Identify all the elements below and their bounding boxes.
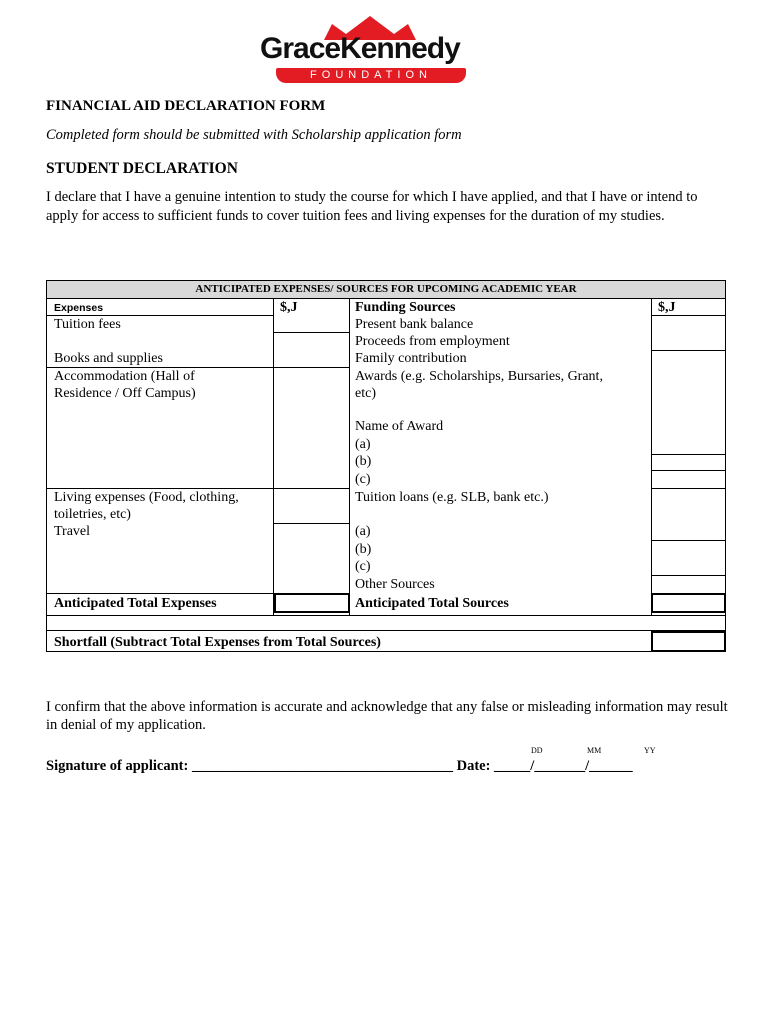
expense-living: Living expenses (Food, clothing, [54, 490, 239, 505]
date-label: Date: [456, 758, 491, 774]
signature-line[interactable]: ____________________________________ [191, 758, 453, 774]
date-yy-label: YY [644, 746, 656, 755]
total-sources-field[interactable] [651, 593, 726, 613]
expenses-header: Expenses [54, 302, 104, 314]
expense-books-supplies: Books and supplies [54, 351, 163, 366]
total-expenses-field[interactable] [274, 593, 350, 613]
shortfall-field[interactable] [651, 631, 726, 652]
source-loan-c: (c) [355, 559, 371, 574]
date-mm-label: MM [587, 746, 602, 755]
section-heading: STUDENT DECLARATION [46, 160, 238, 177]
total-sources-label: Anticipated Total Sources [355, 596, 509, 611]
date-dd-label: DD [531, 746, 543, 755]
source-loan-a: (a) [355, 524, 371, 539]
expenses-currency-header: $,J [280, 300, 298, 315]
source-award-c: (c) [355, 472, 371, 487]
signature-label: Signature of applicant: [46, 758, 189, 774]
instruction-text: Completed form should be submitted with Scholarship application form [46, 127, 462, 143]
source-bank-balance: Present bank balance [355, 317, 474, 332]
confirmation-text: I confirm that the above information is accurate and acknowledge that any false or misleading information may result in denial of my application. [46, 699, 728, 733]
expense-accommodation-line2: Residence / Off Campus) [54, 386, 196, 401]
expense-travel: Travel [54, 524, 91, 539]
funding-sources-header: Funding Sources [355, 300, 456, 315]
date-line[interactable]: _____/_______/______ [494, 758, 633, 774]
source-loan-b: (b) [355, 542, 372, 557]
table-band-title: ANTICIPATED EXPENSES/ SOURCES FOR UPCOMING ACADEMIC YEAR [46, 280, 726, 299]
logo-wordmark: GraceKennedy [260, 32, 460, 65]
source-other: Other Sources [355, 577, 435, 592]
total-expenses-label: Anticipated Total Expenses [54, 596, 217, 611]
source-family: Family contribution [355, 351, 467, 366]
source-employment: Proceeds from employment [355, 334, 510, 349]
shortfall-label: Shortfall (Subtract Total Expenses from Total Sources) [54, 635, 381, 650]
expense-tuition-fees: Tuition fees [54, 317, 121, 332]
declaration-text: I declare that I have a genuine intention to study the course for which I have applied, and that I have or intend to apply for access to sufficient funds to cover tuition fees and living expenses for the duration of my studies. [46, 189, 698, 224]
expense-living-line2: toiletries, etc) [54, 507, 131, 522]
signature-row [46, 758, 633, 775]
logo-subtitle: FOUNDATION [276, 68, 466, 83]
form-title: FINANCIAL AID DECLARATION FORM [46, 98, 326, 114]
sources-currency-header: $,J [658, 300, 676, 315]
gracekennedy-foundation-logo [258, 16, 480, 80]
source-name-of-award: Name of Award [355, 419, 444, 434]
expense-accommodation: Accommodation (Hall of [54, 369, 195, 384]
expenses-sources-table [46, 280, 726, 652]
source-awards: Awards (e.g. Scholarships, Bursaries, Grant, [355, 369, 603, 384]
source-tuition-loans: Tuition loans (e.g. SLB, bank etc.) [355, 490, 549, 505]
source-award-b: (b) [355, 454, 372, 469]
source-awards-line2: etc) [355, 386, 376, 401]
source-award-a: (a) [355, 437, 371, 452]
